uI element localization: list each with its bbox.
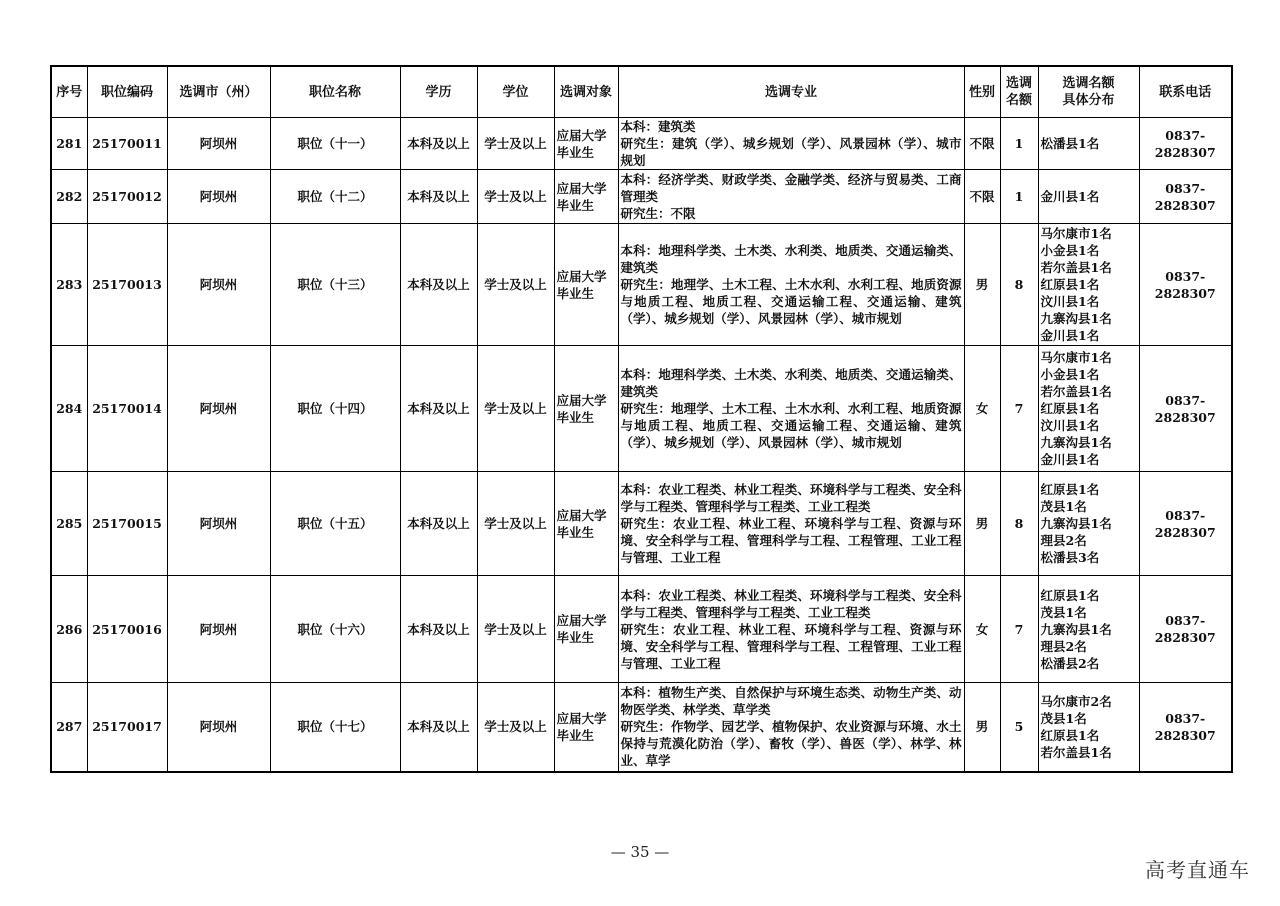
- cell-dist: [1038, 683, 1139, 772]
- target-line: 应届大学: [556, 268, 607, 284]
- cell-degree: 学士及以上: [477, 224, 554, 346]
- header-title: 职位名称: [270, 66, 400, 118]
- header-quota: [1000, 66, 1038, 118]
- major-line: 本科：农业工程类、林业工程类、环境科学与工程类、安全科学与工程类、管理科学与工程类、工业工程类: [620, 482, 962, 514]
- target-line: 应届大学: [556, 507, 607, 523]
- dist-line: 马尔康市2名: [1040, 693, 1112, 709]
- cell-dist: [1038, 472, 1139, 576]
- header-target: 选调对象: [554, 66, 618, 118]
- dist-line: 红原县1名: [1040, 587, 1100, 603]
- cell-title: 职位（十四）: [270, 346, 400, 472]
- dist-line: 金川县1名: [1040, 328, 1100, 343]
- dist-line: 松潘县1名: [1040, 136, 1100, 151]
- dist-line: 小金县1名: [1040, 243, 1100, 258]
- dist-line: 理县2名: [1040, 533, 1087, 548]
- cell-major: [618, 224, 964, 346]
- major-line: 研究生：建筑（学）、城乡规划（学）、风景园林（学）、城市规划: [620, 136, 962, 168]
- cell-city: 阿坝州: [167, 224, 270, 346]
- cell-code: 25170014: [87, 346, 167, 472]
- cell-dist: [1038, 118, 1139, 170]
- cell-title: 职位（十六）: [270, 576, 400, 683]
- cell-code: 25170013: [87, 224, 167, 346]
- cell-phone: 0837-2828307: [1139, 224, 1232, 346]
- dist-line: 九寨沟县1名: [1040, 516, 1112, 531]
- target-line: 毕业生: [556, 285, 595, 301]
- cell-dist: [1038, 224, 1139, 346]
- header-phone: 联系电话: [1139, 66, 1232, 118]
- cell-phone: 0837-2828307: [1139, 346, 1232, 472]
- header-major: 选调专业: [618, 66, 964, 118]
- cell-phone: 0837-2828307: [1139, 170, 1232, 224]
- dist-line: 红原县1名: [1040, 277, 1100, 292]
- cell-no: 287: [51, 683, 87, 772]
- cell-major: [618, 472, 964, 576]
- page-number: — 35 —: [610, 843, 670, 861]
- cell-city: 阿坝州: [167, 576, 270, 683]
- cell-phone: 0837-2828307: [1139, 576, 1232, 683]
- major-line: 研究生：作物学、园艺学、植物保护、农业资源与环境、水土保持与荒漠化防治（学）、畜牧（学）、兽医（学）、林学、林业、草学: [620, 719, 962, 769]
- cell-target: [554, 472, 618, 576]
- header-quota-line: 选调: [1005, 76, 1032, 91]
- cell-city: 阿坝州: [167, 683, 270, 772]
- table-row: [51, 118, 1232, 170]
- cell-code: 25170011: [87, 118, 167, 170]
- cell-no: 285: [51, 472, 87, 576]
- cell-target: [554, 224, 618, 346]
- dist-line: 红原县1名: [1040, 482, 1100, 497]
- cell-title: 职位（十二）: [270, 170, 400, 224]
- header-no: 序号: [51, 66, 87, 118]
- cell-city: 阿坝州: [167, 170, 270, 224]
- cell-degree: 学士及以上: [477, 346, 554, 472]
- target-line: 毕业生: [556, 524, 595, 540]
- major-line: 本科：经济学类、财政学类、金融学类、经济与贸易类、工商管理类: [620, 172, 962, 204]
- cell-gender: 男: [964, 224, 1000, 346]
- target-line: 毕业生: [556, 144, 595, 160]
- target-line: 应届大学: [556, 613, 607, 628]
- cell-code: 25170012: [87, 170, 167, 224]
- header-degree: 学位: [477, 66, 554, 118]
- cell-major: [618, 170, 964, 224]
- major-line: 本科：植物生产类、自然保护与环境生态类、动物生产类、动物医学类、林学类、草学类: [620, 685, 962, 718]
- cell-city: 阿坝州: [167, 472, 270, 576]
- header-edu: 学历: [400, 66, 477, 118]
- cell-no: 283: [51, 224, 87, 346]
- cell-quota: 5: [1000, 683, 1038, 772]
- major-line: 研究生：不限: [620, 206, 696, 221]
- cell-gender: 女: [964, 346, 1000, 472]
- cell-target: [554, 346, 618, 472]
- target-line: 毕业生: [556, 409, 595, 425]
- header-city: 选调市（州）: [167, 66, 270, 118]
- major-line: 研究生：农业工程、林业工程、环境科学与工程、资源与环境、安全科学与工程、管理科学与工程、工程管理、工业工程与管理、工业工程: [620, 621, 962, 671]
- dist-line: 红原县1名: [1040, 727, 1100, 743]
- cell-title: 职位（十七）: [270, 683, 400, 772]
- table-row: [51, 170, 1232, 224]
- cell-code: 25170017: [87, 683, 167, 772]
- target-line: 毕业生: [556, 197, 595, 213]
- dist-line: 红原县1名: [1040, 401, 1100, 416]
- dist-line: 汶川县1名: [1040, 418, 1100, 433]
- dist-line: 金川县1名: [1040, 189, 1100, 204]
- cell-quota: 1: [1000, 118, 1038, 170]
- cell-title: 职位（十三）: [270, 224, 400, 346]
- dist-line: 汶川县1名: [1040, 294, 1100, 309]
- dist-line: 茂县1名: [1040, 499, 1087, 514]
- major-line: 研究生：农业工程、林业工程、环境科学与工程、资源与环境、安全科学与工程、管理科学与工程、工程管理、工业工程与管理、工业工程: [620, 516, 962, 565]
- target-line: 应届大学: [556, 127, 607, 143]
- header-dist-line: 具体分布: [1062, 93, 1115, 108]
- cell-code: 25170015: [87, 472, 167, 576]
- cell-edu: 本科及以上: [400, 346, 477, 472]
- cell-degree: 学士及以上: [477, 170, 554, 224]
- dist-line: 茂县1名: [1040, 604, 1087, 620]
- dist-line: 若尔盖县1名: [1040, 744, 1112, 760]
- target-line: 应届大学: [556, 392, 607, 408]
- cell-dist: [1038, 346, 1139, 472]
- dist-line: 马尔康市1名: [1040, 226, 1112, 241]
- table-row: [51, 346, 1232, 472]
- dist-line: 马尔康市1名: [1040, 350, 1112, 365]
- cell-quota: 1: [1000, 170, 1038, 224]
- dist-line: 小金县1名: [1040, 367, 1100, 382]
- dist-line: 九寨沟县1名: [1040, 621, 1112, 637]
- cell-phone: 0837-2828307: [1139, 472, 1232, 576]
- cell-major: [618, 576, 964, 683]
- major-line: 本科：农业工程类、林业工程类、环境科学与工程类、安全科学与工程类、管理科学与工程类、工业工程类: [620, 587, 962, 620]
- cell-edu: 本科及以上: [400, 170, 477, 224]
- cell-edu: 本科及以上: [400, 683, 477, 772]
- major-line: 本科：地理科学类、土木类、水利类、地质类、交通运输类、建筑类: [620, 243, 962, 275]
- cell-code: 25170016: [87, 576, 167, 683]
- major-line: 本科：地理科学类、土木类、水利类、地质类、交通运输类、建筑类: [620, 367, 962, 399]
- cell-quota: 8: [1000, 224, 1038, 346]
- cell-target: [554, 170, 618, 224]
- cell-dist: [1038, 170, 1139, 224]
- major-line: 本科：建筑类: [620, 119, 696, 134]
- dist-line: 九寨沟县1名: [1040, 311, 1112, 326]
- target-line: 应届大学: [556, 710, 607, 726]
- cell-target: [554, 576, 618, 683]
- table-row: [51, 576, 1232, 683]
- cell-phone: 0837-2828307: [1139, 118, 1232, 170]
- cell-degree: 学士及以上: [477, 472, 554, 576]
- cell-no: 286: [51, 576, 87, 683]
- cell-target: [554, 118, 618, 170]
- dist-line: 松潘县2名: [1040, 655, 1100, 671]
- table-row: [51, 224, 1232, 346]
- header-gender: 性别: [964, 66, 1000, 118]
- cell-edu: 本科及以上: [400, 118, 477, 170]
- cell-phone: 0837-2828307: [1139, 683, 1232, 772]
- cell-major: [618, 118, 964, 170]
- dist-line: 若尔盖县1名: [1040, 384, 1112, 399]
- header-dist: [1038, 66, 1139, 118]
- cell-gender: 女: [964, 576, 1000, 683]
- target-line: 毕业生: [556, 727, 595, 743]
- cell-city: 阿坝州: [167, 118, 270, 170]
- header-code: 职位编码: [87, 66, 167, 118]
- target-line: 应届大学: [556, 180, 607, 196]
- major-line: 研究生：地理学、土木工程、土木水利、水利工程、地质资源与地质工程、地质工程、交通运输工程、交通运输、建筑（学）、城乡规划（学）、风景园林（学）、城市规划: [620, 401, 962, 450]
- cell-no: 281: [51, 118, 87, 170]
- cell-edu: 本科及以上: [400, 224, 477, 346]
- table-row: [51, 683, 1232, 772]
- cell-quota: 8: [1000, 472, 1038, 576]
- dist-line: 金川县1名: [1040, 452, 1100, 467]
- cell-gender: 不限: [964, 118, 1000, 170]
- cell-title: 职位（十一）: [270, 118, 400, 170]
- table-body: [51, 118, 1232, 772]
- major-line: 研究生：地理学、土木工程、土木水利、水利工程、地质资源与地质工程、地质工程、交通运输工程、交通运输、建筑（学）、城乡规划（学）、风景园林（学）、城市规划: [620, 277, 962, 326]
- cell-quota: 7: [1000, 346, 1038, 472]
- cell-degree: 学士及以上: [477, 118, 554, 170]
- target-line: 毕业生: [556, 630, 595, 645]
- cell-major: [618, 683, 964, 772]
- cell-edu: 本科及以上: [400, 472, 477, 576]
- dist-line: 松潘县3名: [1040, 550, 1100, 565]
- watermark: 高考直通车: [1145, 858, 1250, 882]
- cell-gender: 不限: [964, 170, 1000, 224]
- dist-line: 理县2名: [1040, 638, 1087, 654]
- cell-edu: 本科及以上: [400, 576, 477, 683]
- dist-line: 九寨沟县1名: [1040, 435, 1112, 450]
- cell-gender: 男: [964, 683, 1000, 772]
- recruitment-table: [50, 65, 1233, 773]
- cell-title: 职位（十五）: [270, 472, 400, 576]
- cell-quota: 7: [1000, 576, 1038, 683]
- cell-degree: 学士及以上: [477, 683, 554, 772]
- dist-line: 若尔盖县1名: [1040, 260, 1112, 275]
- dist-line: 茂县1名: [1040, 710, 1087, 726]
- cell-dist: [1038, 576, 1139, 683]
- cell-gender: 男: [964, 472, 1000, 576]
- table-row: [51, 472, 1232, 576]
- cell-no: 282: [51, 170, 87, 224]
- header-dist-line: 选调名额: [1062, 76, 1115, 91]
- header-quota-line: 名额: [1005, 93, 1032, 108]
- cell-target: [554, 683, 618, 772]
- cell-degree: 学士及以上: [477, 576, 554, 683]
- table-header-row: [51, 66, 1232, 118]
- cell-no: 284: [51, 346, 87, 472]
- cell-city: 阿坝州: [167, 346, 270, 472]
- cell-major: [618, 346, 964, 472]
